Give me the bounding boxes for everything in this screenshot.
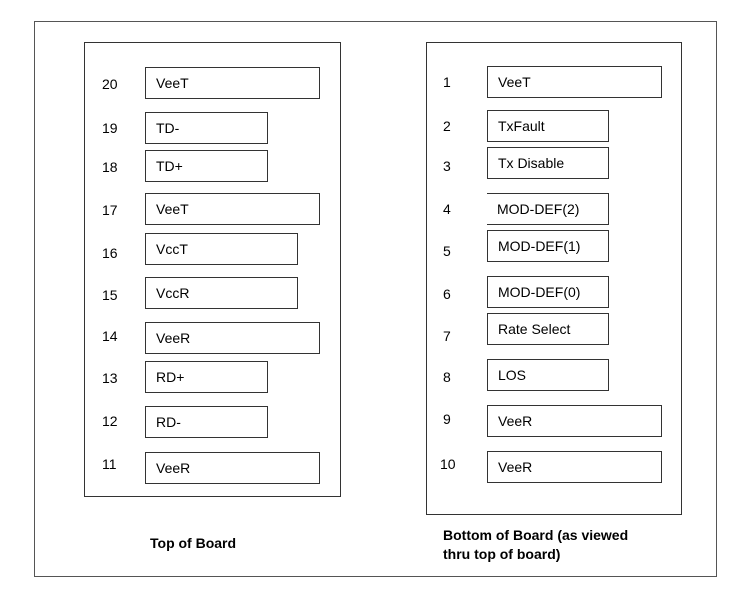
pin-signal-box: LOS [487, 359, 609, 391]
pin-number: 8 [443, 369, 451, 385]
pin-signal-box: VccR [145, 277, 298, 309]
pin-signal-box: Tx Disable [487, 147, 609, 179]
pin-number: 7 [443, 328, 451, 344]
pin-number: 6 [443, 286, 451, 302]
pin-number: 2 [443, 118, 451, 134]
pin-number: 4 [443, 201, 451, 217]
pin-number: 10 [440, 456, 456, 472]
pin-number: 9 [443, 411, 451, 427]
pin-signal-box: Rate Select [487, 313, 609, 345]
pin-signal-box: RD+ [145, 361, 268, 393]
pin-signal-box: MOD-DEF(1) [487, 230, 609, 262]
pin-signal-box: RD- [145, 406, 268, 438]
pin-number: 19 [102, 120, 118, 136]
pin-number: 11 [102, 456, 117, 472]
pin-signal-box: VeeR [145, 452, 320, 484]
pin-signal-box: VeeT [145, 193, 320, 225]
pin-signal-box: MOD-DEF(0) [487, 276, 609, 308]
bottom-board-caption-line1: Bottom of Board (as viewed [443, 527, 629, 543]
pin-number: 12 [102, 413, 118, 429]
pin-signal-box: TD- [145, 112, 268, 144]
bottom-board-caption-line2: thru top of board) [443, 546, 561, 562]
pin-signal-box: VeeT [145, 67, 320, 99]
pin-signal-box: TxFault [487, 110, 609, 142]
pin-signal-box: VeeR [487, 451, 662, 483]
pin-number: 18 [102, 159, 118, 175]
pin-signal-box: VccT [145, 233, 298, 265]
pin-signal-box: VeeT [487, 66, 662, 98]
pin-number: 17 [102, 202, 118, 218]
pin-number: 14 [102, 328, 118, 344]
pin-number: 1 [443, 74, 451, 90]
pin-number: 16 [102, 245, 118, 261]
pin-number: 5 [443, 243, 451, 259]
pin-signal-box: MOD-DEF(2) [487, 193, 609, 225]
top-board-caption: Top of Board [150, 535, 237, 551]
pin-signal-box: VeeR [487, 405, 662, 437]
pin-signal-box: VeeR [145, 322, 320, 354]
pin-number: 15 [102, 287, 118, 303]
pin-number: 20 [102, 76, 118, 92]
pin-number: 13 [102, 370, 118, 386]
pin-signal-box: TD+ [145, 150, 268, 182]
pin-number: 3 [443, 158, 451, 174]
